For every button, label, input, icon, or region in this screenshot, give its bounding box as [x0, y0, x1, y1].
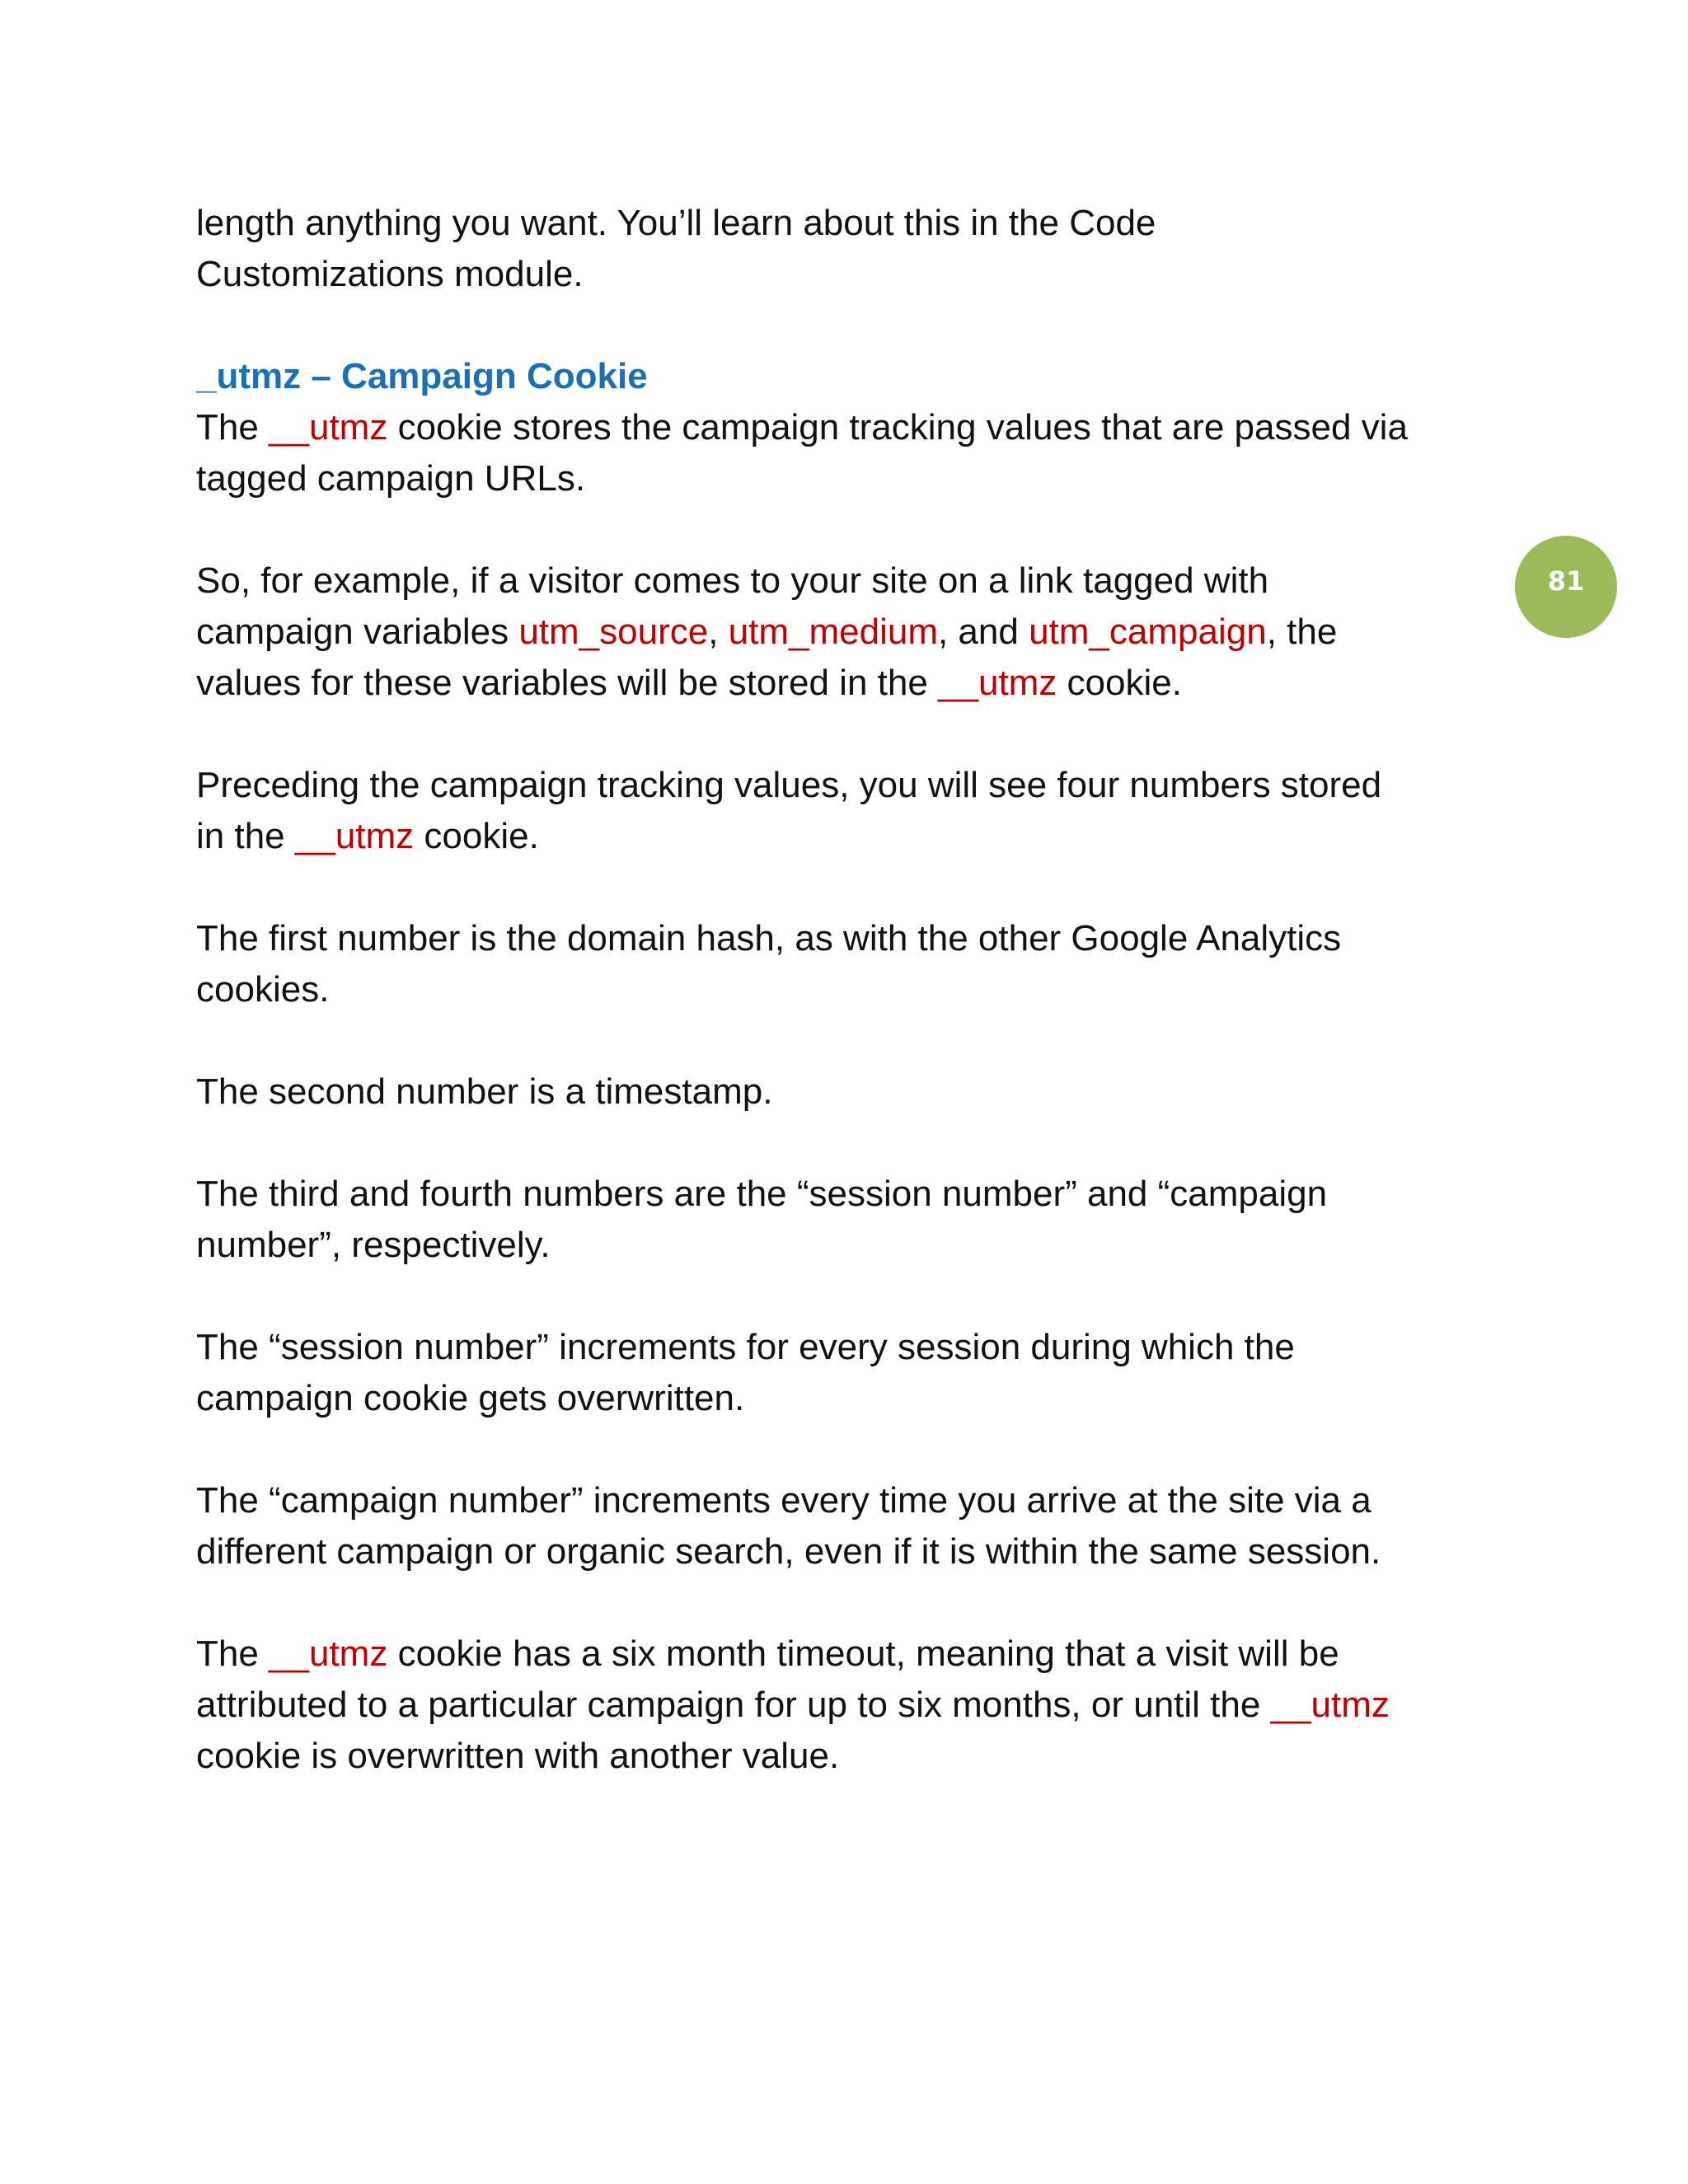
- p8-line-1: The “campaign number” increments every time you arrive at the site via a: [196, 1480, 1372, 1521]
- text: , and: [937, 612, 1029, 652]
- first-number-paragraph: [196, 913, 1515, 1015]
- p9-line-3: cookie is overwritten with another value.: [196, 1736, 840, 1776]
- code-term: utm_medium: [728, 612, 938, 652]
- intro-line-1: length anything you want. You’ll learn about this in the Code: [196, 203, 1156, 243]
- p2-line-1: So, for example, if a visitor comes to your site on a link tagged with: [196, 560, 1269, 601]
- code-term: __utmz: [938, 663, 1057, 703]
- intro-paragraph: [196, 198, 1515, 300]
- text: cookie stores the campaign tracking values that are passed via: [387, 407, 1408, 448]
- text: attributed to a particular campaign for up to six months, or until the: [196, 1685, 1271, 1725]
- p2-line-2: [196, 607, 1515, 658]
- timeout-paragraph: [196, 1629, 1515, 1782]
- p8-line-2: different campaign or organic search, even if it is within the same session.: [196, 1531, 1381, 1572]
- code-term: utm_campaign: [1029, 612, 1267, 652]
- text: cookie.: [414, 816, 539, 856]
- p5-line-1: The second number is a timestamp.: [196, 1071, 773, 1112]
- campaign-number-paragraph: [196, 1475, 1515, 1577]
- text: campaign variables: [196, 612, 519, 652]
- code-term: __utmz: [1270, 1685, 1390, 1725]
- p6-line-2: number”, respectively.: [196, 1225, 551, 1265]
- p3-line-1: Preceding the campaign tracking values, you will see four numbers stored: [196, 765, 1382, 805]
- p9-line-1: [196, 1629, 1515, 1680]
- p7-line-2: campaign cookie gets overwritten.: [196, 1378, 745, 1418]
- p9-line-2: [196, 1680, 1515, 1731]
- text: The: [196, 1633, 270, 1674]
- p4-line-2: cookies.: [196, 969, 330, 1010]
- section-heading: _utmz – Campaign Cookie: [196, 356, 648, 396]
- p7-line-1: The “session number” increments for every session during which the: [196, 1327, 1295, 1367]
- page-number-badge: 81: [1515, 536, 1617, 638]
- document-body: [196, 198, 1515, 1833]
- text: values for these variables will be stored in the: [196, 663, 939, 703]
- second-number-paragraph: [196, 1066, 1515, 1118]
- p1-line-1: [196, 402, 1515, 453]
- code-term: utm_source: [518, 612, 709, 652]
- preceding-paragraph: [196, 760, 1515, 862]
- p1-line-2: tagged campaign URLs.: [196, 458, 586, 499]
- p4-line-1: The first number is the domain hash, as with the other Google Analytics: [196, 918, 1342, 958]
- example-paragraph: [196, 555, 1515, 709]
- code-term: __utmz: [294, 816, 415, 856]
- p3-line-2: [196, 811, 1515, 862]
- session-number-paragraph: [196, 1322, 1515, 1424]
- text: ,: [708, 612, 729, 652]
- third-fourth-paragraph: [196, 1169, 1515, 1271]
- utmz-section: [196, 351, 1515, 504]
- text: cookie has a six month timeout, meaning that a visit will be: [387, 1633, 1339, 1674]
- text: cookie.: [1057, 663, 1182, 703]
- text: , the: [1266, 612, 1338, 652]
- text: in the: [196, 816, 295, 856]
- p6-line-1: The third and fourth numbers are the “session number” and “campaign: [196, 1174, 1328, 1214]
- p2-line-3: [196, 658, 1515, 709]
- text: The: [196, 407, 270, 448]
- intro-line-2: Customizations module.: [196, 254, 584, 294]
- code-term: __utmz: [269, 407, 388, 448]
- code-term: __utmz: [269, 1633, 388, 1674]
